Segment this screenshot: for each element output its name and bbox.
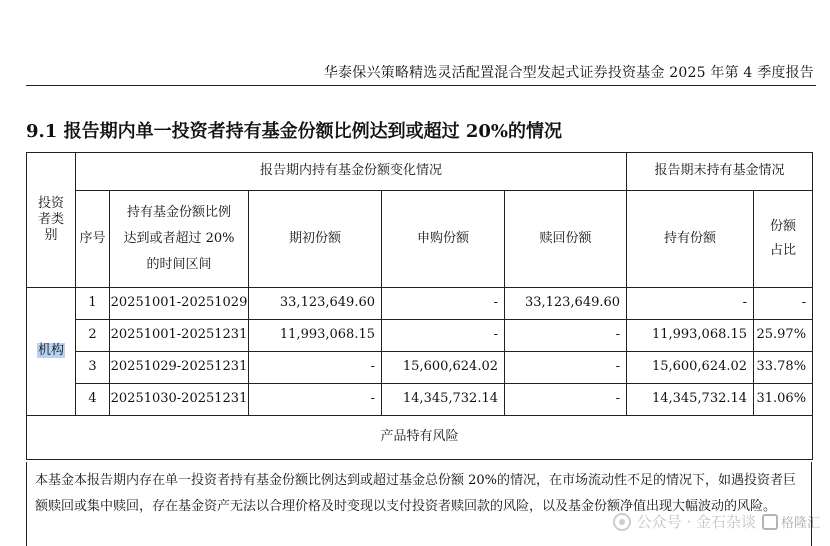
period-cell: 20251029-20251231 — [110, 352, 249, 384]
period-cell: 20251001-20251029 — [110, 288, 249, 320]
seq-cell: 3 — [76, 352, 110, 384]
watermark — [613, 511, 820, 532]
risk-description: 本基金本报告期内存在单一投资者持有基金份额比例达到或超过基金总份额 20%的情况，在市场流动性不足的情况下，如遇投资者巨额赎回或集中赎回，存在基金资产无法以合理价格及时变现以支付投资者赎回款的风险，以及基金份额净值出现大幅波动的风险。 — [26, 462, 812, 546]
wechat-icon — [613, 513, 631, 531]
platform-logo-icon — [762, 514, 778, 530]
end-group-header: 报告期末持有基金情况 — [627, 153, 813, 191]
ratio-header: 份额 占比 — [754, 191, 813, 288]
table-row — [27, 384, 813, 416]
holding-cell: 14,345,732.14 — [627, 384, 754, 416]
header-divider — [26, 85, 816, 86]
redeem-cell: - — [505, 320, 627, 352]
risk-title-row — [27, 416, 813, 460]
period-header: 持有基金份额比例 达到或者超过 20% 的时间区间 — [110, 191, 249, 288]
seq-header: 序号 — [76, 191, 110, 288]
report-title: 华泰保兴策略精选灵活配置混合型发起式证券投资基金 2025 年第 4 季度报告 — [323, 65, 814, 81]
seq-cell: 1 — [76, 288, 110, 320]
subscribe-cell: - — [382, 288, 505, 320]
period-cell: 20251030-20251231 — [110, 384, 249, 416]
holding-cell: - — [627, 288, 754, 320]
table-row — [27, 288, 813, 320]
initial-cell: - — [249, 352, 382, 384]
holding-cell: 11,993,068.15 — [627, 320, 754, 352]
initial-cell: 33,123,649.60 — [249, 288, 382, 320]
column-header-row — [27, 191, 813, 288]
subscribe-cell: 14,345,732.14 — [382, 384, 505, 416]
holding-cell: 15,600,624.02 — [627, 352, 754, 384]
subscribe-cell: 15,600,624.02 — [382, 352, 505, 384]
investor-category: 机构 — [37, 343, 64, 359]
section-heading: 9.1 报告期内单一投资者持有基金份额比例达到或超过 20%的情况 — [26, 121, 562, 142]
change-group-header: 报告期内持有基金份额变化情况 — [76, 153, 627, 191]
subscribe-header: 申购份额 — [382, 191, 505, 288]
investor-category-cell — [27, 288, 76, 416]
redeem-cell: - — [505, 384, 627, 416]
subscribe-cell: - — [382, 320, 505, 352]
initial-cell: 11,993,068.15 — [249, 320, 382, 352]
watermark-account: 公众号 · 金石杂谈 — [636, 513, 756, 531]
watermark-platform: 格隆汇 — [762, 512, 820, 531]
ratio-cell: - — [754, 288, 813, 320]
period-cell: 20251001-20251231 — [110, 320, 249, 352]
ratio-cell: 31.06% — [754, 384, 813, 416]
ratio-cell: 33.78% — [754, 352, 813, 384]
group-header-row — [27, 153, 813, 191]
redeem-header: 赎回份额 — [505, 191, 627, 288]
holder-table — [26, 152, 813, 460]
initial-cell: - — [249, 384, 382, 416]
ratio-cell: 25.97% — [754, 320, 813, 352]
initial-header: 期初份额 — [249, 191, 382, 288]
holding-header: 持有份额 — [627, 191, 754, 288]
seq-cell: 2 — [76, 320, 110, 352]
redeem-cell: - — [505, 352, 627, 384]
seq-cell: 4 — [76, 384, 110, 416]
table-row — [27, 320, 813, 352]
risk-title: 产品特有风险 — [27, 416, 813, 460]
table-row — [27, 352, 813, 384]
redeem-cell: 33,123,649.60 — [505, 288, 627, 320]
investor-type-header: 投资 者类 别 — [27, 153, 76, 288]
